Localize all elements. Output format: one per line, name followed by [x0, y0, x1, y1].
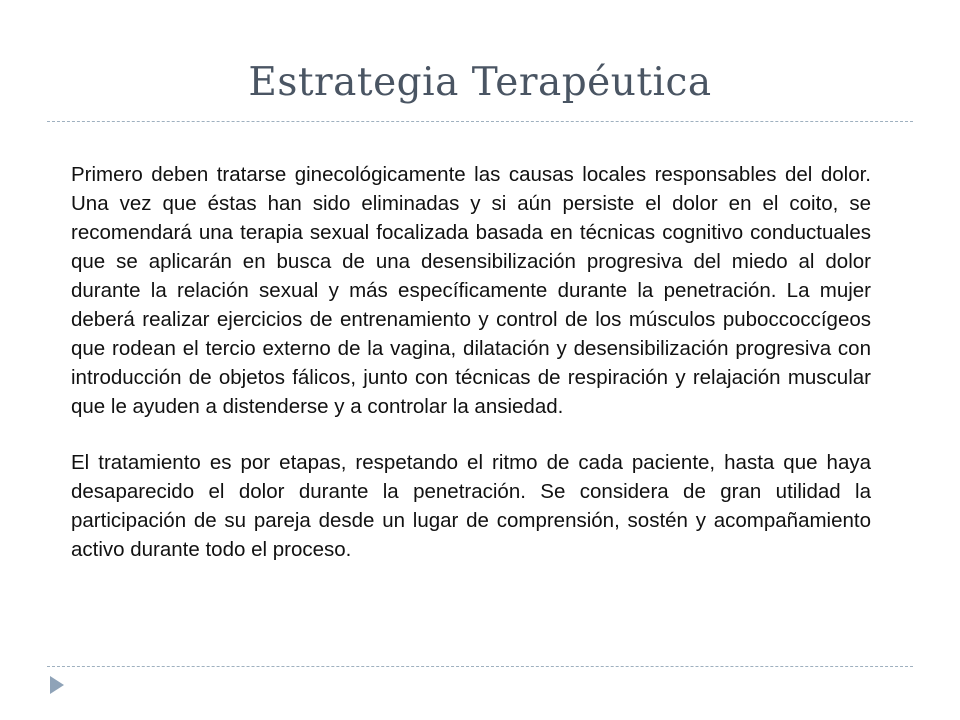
paragraph-2: El tratamiento es por etapas, respetando el ritmo de cada paciente, hasta que haya desaparecido el dolor durante la penetración. Se considera de gran utilidad la participación de su pareja desde un lugar de comprensión, sostén y acompañamiento activo durante todo el proceso. — [71, 451, 871, 561]
title-divider — [47, 121, 913, 122]
footer-divider — [47, 666, 913, 667]
slide-body — [71, 160, 871, 564]
slide-title: Estrategia Terapéutica — [248, 60, 712, 105]
paragraph-1: Primero deben tratarse ginecológicamente las causas locales responsables del dolor. Una vez que éstas han sido eliminadas y si aún persiste el dolor en el coito, se recomendará una terapia sexual focalizada basada en técnicas cognitivo conductuales que se aplicarán en busca de una desensibilización progresiva del miedo al dolor durante la relación sexual y más específicamente durante la penetración. La mujer deberá realizar ejercicios de entrenamiento y control de los músculos puboccoccígeos que rodean el tercio externo de la vagina, dilatación y desensibilización progresiva con introducción de objetos fálicos, junto con técnicas de respiración y relajación muscular que le ayuden a distenderse y a controlar la ansiedad. — [71, 163, 871, 418]
play-triangle-icon[interactable] — [49, 675, 65, 695]
